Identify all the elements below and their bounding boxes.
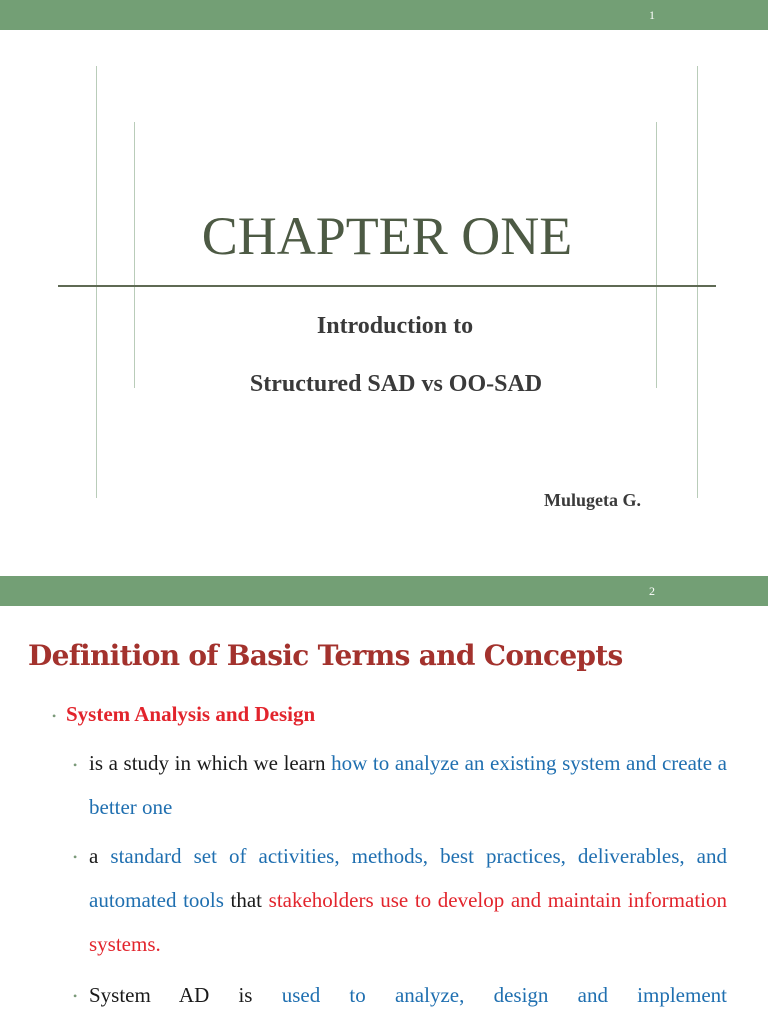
author-name: Mulugeta G. — [544, 490, 641, 510]
subtitle-line-2: Structured SAD vs OO-SAD — [249, 371, 543, 397]
title-divider — [58, 285, 716, 287]
text-segment: System AD is — [89, 983, 282, 1007]
text-segment-highlight: how to analyze an existing system and create a better one — [89, 751, 727, 819]
definition-paragraph-2 — [89, 834, 727, 966]
slide-number: 2 — [649, 584, 655, 598]
text-segment-emphasis: stakeholders use to develop and maintain information systems. — [89, 888, 728, 956]
bullet-dot-icon: • — [73, 989, 78, 1003]
definition-slide — [0, 576, 768, 1024]
text-segment-highlight: standard set of activities, methods, best practices, deliverables, and automated tools — [89, 844, 727, 912]
decorative-line-left-outer — [96, 66, 97, 498]
definition-paragraph-1 — [89, 741, 727, 829]
slide-heading: Definition of Basic Terms and Concepts — [28, 639, 623, 672]
bullet-dot-icon: • — [52, 709, 57, 723]
bullet-dot-icon: • — [73, 758, 78, 772]
subtitle-line-1: Introduction to — [316, 313, 474, 339]
bullet-dot-icon: • — [73, 850, 78, 864]
slide-header-bar — [0, 0, 768, 30]
slide-number: 1 — [649, 8, 655, 22]
text-segment-highlight: used to analyze, design and implement — [281, 983, 727, 1007]
chapter-title: CHAPTER ONE — [201, 206, 573, 266]
decorative-line-right-outer — [697, 66, 698, 498]
text-segment: is a study in which we learn — [89, 751, 332, 775]
definition-paragraph-3 — [89, 973, 727, 1017]
text-segment: a — [89, 844, 111, 868]
slide-header-bar — [0, 576, 768, 606]
term-heading: System Analysis and Design — [66, 702, 316, 726]
text-segment: that — [223, 888, 269, 912]
